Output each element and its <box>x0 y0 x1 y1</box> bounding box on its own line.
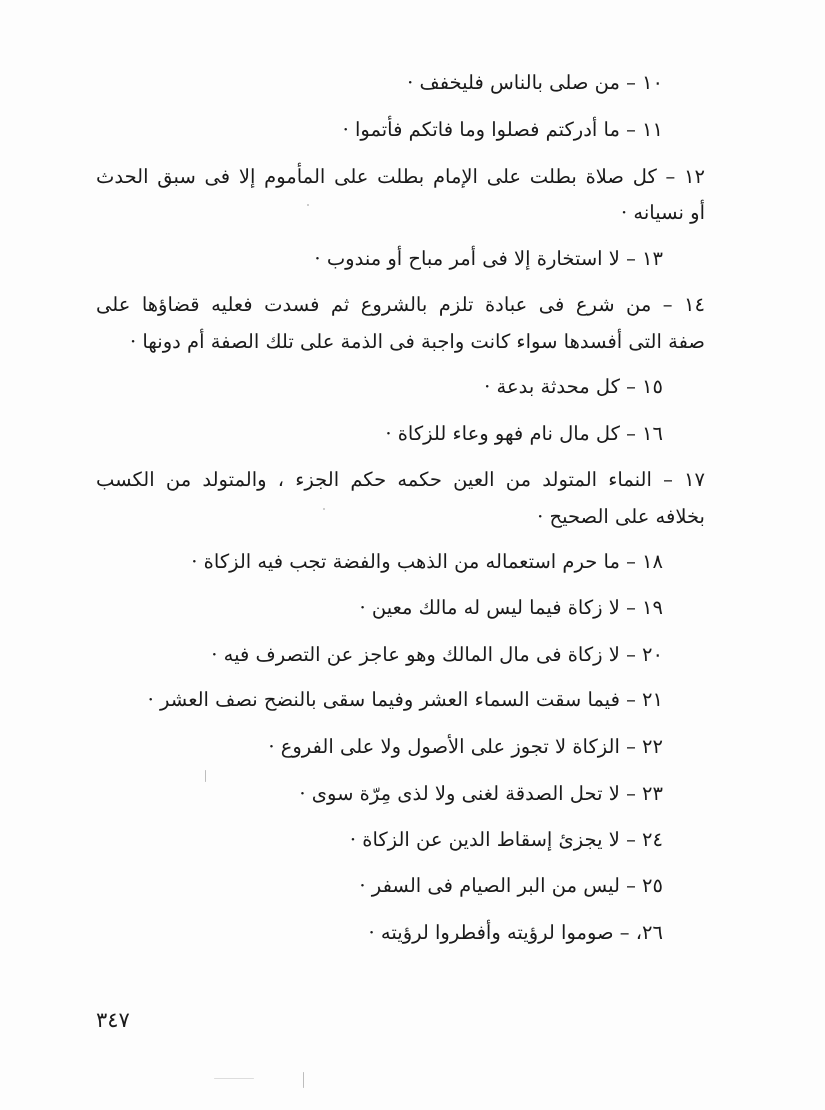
rule-17-line-2: بخلافه على الصحيح · <box>537 505 705 528</box>
rule-25: ٢٥ – ليس من البر الصيام فى السفر · <box>359 874 663 897</box>
rule-12-line-2: أو نسيانه · <box>621 201 705 224</box>
rule-11: ١١ – ما أدركتم فصلوا وما فاتكم فأتموا · <box>342 118 663 141</box>
rule-22: ٢٢ – الزكاة لا تجوز على الأصول ولا على الفروع · <box>268 735 663 758</box>
rule-16: ١٦ – كل مال نام فهو وعاء للزكاة · <box>385 422 663 445</box>
scan-speck <box>307 204 309 206</box>
scan-speck <box>205 770 206 782</box>
rule-14-line-2: صفة التى أفسدها سواء كانت واجبة فى الذمة على تلك الصفة أم دونها · <box>129 330 705 353</box>
rule-12-line-1: ١٢ – كل صلاة بطلت على الإمام بطلت على المأموم إلا فى سبق الحدث <box>96 165 705 188</box>
rule-17-line-1: ١٧ – النماء المتولد من العين حكمه حكم الجزء ، والمتولد من الكسب <box>96 468 705 491</box>
rule-19: ١٩ – لا زكاة فيما ليس له مالك معين · <box>359 596 663 619</box>
rule-15: ١٥ – كل محدثة بدعة · <box>484 375 663 398</box>
rule-23: ٢٣ – لا تحل الصدقة لغنى ولا لذى مِرّة سوى · <box>299 782 663 805</box>
scan-speck <box>303 1072 304 1088</box>
rule-18: ١٨ – ما حرم استعماله من الذهب والفضة تجب فيه الزكاة · <box>191 550 663 573</box>
scan-speck <box>214 1078 254 1079</box>
rule-26: ٢٦، – صوموا لرؤيته وأفطروا لرؤيته · <box>368 921 663 944</box>
rule-21: ٢١ – فيما سقت السماء العشر وفيما سقى بالنضح نصف العشر · <box>147 688 663 711</box>
rule-20: ٢٠ – لا زكاة فى مال المالك وهو عاجز عن التصرف فيه · <box>211 643 663 666</box>
rule-14-line-1: ١٤ – من شرع فى عبادة تلزم بالشروع ثم فسدت فعليه قضاؤها على <box>96 293 705 316</box>
rule-24: ٢٤ – لا يجزئ إسقاط الدين عن الزكاة · <box>349 828 663 851</box>
scan-speck <box>323 508 325 510</box>
page-number: ٣٤٧ <box>96 1008 130 1032</box>
rule-10: ١٠ – من صلى بالناس فليخفف · <box>407 71 663 94</box>
rule-13: ١٣ – لا استخارة إلا فى أمر مباح أو مندوب · <box>314 247 663 270</box>
